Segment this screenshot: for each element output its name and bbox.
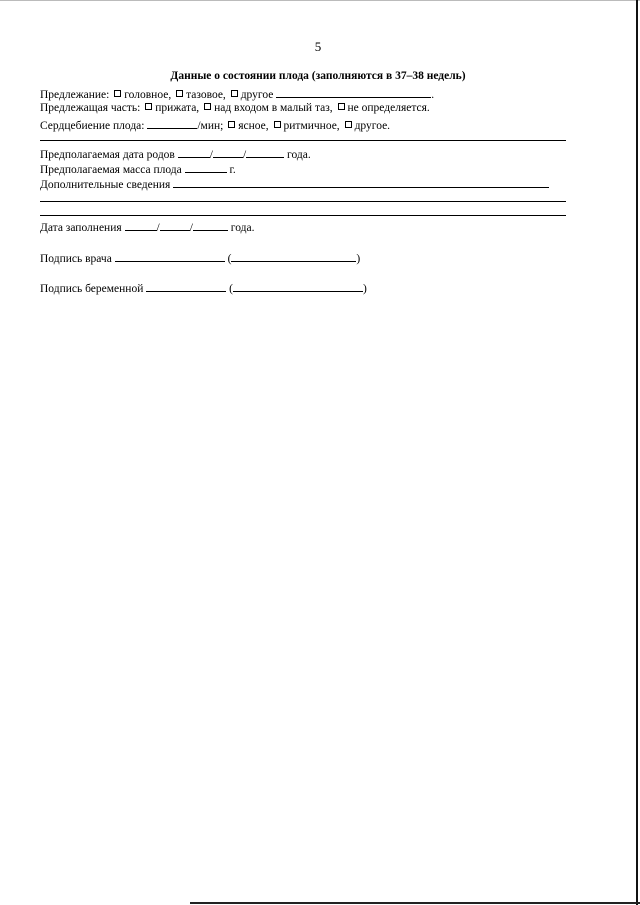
additional-line-2[interactable] xyxy=(40,201,566,202)
presenting-part-row xyxy=(40,101,430,115)
presentation-label: Предлежание: xyxy=(40,89,110,101)
checkbox-above-pelvis[interactable] xyxy=(204,103,211,110)
expected-date-year-field[interactable] xyxy=(246,146,284,158)
option-other-presentation: другое xyxy=(240,89,274,101)
fill-date-label: Дата заполнения xyxy=(40,222,122,234)
expected-date-suffix: года. xyxy=(287,149,311,161)
expected-mass-label: Предполагаемая масса плода xyxy=(40,164,182,176)
presenting-part-label: Предлежащая часть: xyxy=(40,102,141,114)
checkbox-rhythmic[interactable] xyxy=(274,121,281,128)
option-clear: ясное, xyxy=(238,120,269,132)
presentation-row xyxy=(40,86,434,102)
additional-label: Дополнительные сведения xyxy=(40,179,171,191)
expected-mass-field[interactable] xyxy=(185,161,227,173)
patient-name-open: ( xyxy=(229,283,233,295)
patient-signature-label: Подпись беременной xyxy=(40,283,144,295)
page-number: 5 xyxy=(314,39,322,54)
page-edge-top xyxy=(0,0,640,1)
option-breech: тазовое, xyxy=(186,89,226,101)
fill-date-day-field[interactable] xyxy=(125,219,157,231)
expected-date-month-field[interactable] xyxy=(213,146,243,158)
expected-date-row xyxy=(40,146,311,162)
fill-date-year-field[interactable] xyxy=(193,219,228,231)
heartbeat-unit: /мин; xyxy=(197,120,224,132)
option-head: головное, xyxy=(124,89,172,101)
heartbeat-row xyxy=(40,117,390,133)
heartbeat-rate-field[interactable] xyxy=(147,117,197,129)
expected-date-label: Предполагаемая дата родов xyxy=(40,149,175,161)
doctor-name-open: ( xyxy=(227,253,232,265)
expected-date-sep1: / xyxy=(209,149,213,161)
fill-date-sep2: / xyxy=(189,222,193,234)
presentation-end: . xyxy=(431,89,435,101)
expected-mass-suffix: г. xyxy=(229,164,236,176)
option-not-determined: не определяется. xyxy=(347,102,430,114)
checkbox-other-presentation[interactable] xyxy=(231,90,238,97)
option-above-pelvis: над входом в малый таз, xyxy=(214,102,333,114)
checkbox-other-heartbeat[interactable] xyxy=(345,121,352,128)
checkbox-clear[interactable] xyxy=(228,121,235,128)
doctor-name-field[interactable] xyxy=(231,250,356,262)
fill-date-sep1: / xyxy=(156,222,160,234)
doctor-name-close: ) xyxy=(356,253,361,265)
divider-line xyxy=(40,140,566,141)
section-title: Данные о состоянии плода (заполняются в 37–38 недель) xyxy=(170,70,466,82)
fill-date-suffix: года. xyxy=(230,222,255,234)
fill-date-row xyxy=(40,219,254,235)
additional-line-3[interactable] xyxy=(40,215,566,216)
expected-date-day-field[interactable] xyxy=(178,146,210,158)
checkbox-head[interactable] xyxy=(114,90,121,97)
checkbox-not-determined[interactable] xyxy=(338,103,345,110)
doctor-signature-field[interactable] xyxy=(115,250,225,262)
additional-row xyxy=(40,176,549,192)
fill-date-month-field[interactable] xyxy=(160,219,190,231)
expected-mass-row xyxy=(40,161,236,177)
page-edge-right xyxy=(636,0,638,905)
page-edge-bottom xyxy=(190,902,640,904)
patient-name-field[interactable] xyxy=(233,280,363,292)
patient-signature-field[interactable] xyxy=(146,280,226,292)
option-rhythmic: ритмичное, xyxy=(283,120,340,132)
checkbox-pressed[interactable] xyxy=(145,103,152,110)
doctor-signature-row xyxy=(40,250,360,266)
other-presentation-field[interactable] xyxy=(276,86,431,98)
heartbeat-label: Сердцебиение плода: xyxy=(40,120,145,132)
patient-name-close: ) xyxy=(362,283,367,295)
option-other-heartbeat: другое. xyxy=(354,120,391,132)
doctor-signature-label: Подпись врача xyxy=(40,253,112,265)
additional-field[interactable] xyxy=(173,176,549,188)
checkbox-breech[interactable] xyxy=(176,90,183,97)
patient-signature-row xyxy=(40,280,367,296)
option-pressed: прижата, xyxy=(155,102,200,114)
expected-date-sep2: / xyxy=(242,149,247,161)
